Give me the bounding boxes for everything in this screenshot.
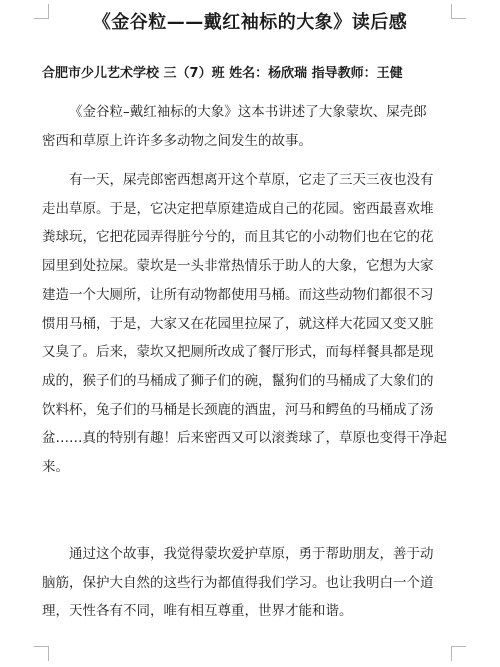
paragraph-story bbox=[42, 166, 452, 482]
paragraph-line: 走出草原。于是，它决定把草原建造成自己的花园。密西最喜欢堆 bbox=[42, 200, 434, 217]
page-corner-mark-bottom-left bbox=[34, 646, 49, 661]
paragraph-line: 有一天，屎壳郎密西想离开这个草原，它走了三天三夜也没有 bbox=[69, 172, 434, 188]
author-byline: 合肥市少儿艺术学校 三（7）班 姓名：杨欣瑞 指导教师：王健 bbox=[42, 66, 403, 81]
paragraph-line: 饮料杯，兔子们的马桶是长颈鹿的酒盅，河马和鳄鱼的马桶成了汤 bbox=[42, 401, 434, 418]
page-corner-mark-bottom-right bbox=[451, 646, 466, 661]
paragraph-line: 《金谷粒–戴红袖标的大象》这本书讲述了大象蒙坎、屎壳郎 bbox=[69, 104, 427, 120]
paragraph-line: 惯用马桶，于是，大家又在花园里拉屎了，就这样大花园又变又脏 bbox=[42, 315, 434, 332]
paragraph-conclusion bbox=[42, 540, 452, 626]
paragraph-line: 园里到处拉屎。蒙坎是一头非常热情乐于助人的大象，它想为大家 bbox=[42, 258, 434, 275]
document-title: 《金谷粒——戴红袖标的大象》读后感 bbox=[92, 12, 408, 33]
paragraph-line: 脑筋，保护大自然的这些行为都值得我们学习。也让我明白一个道 bbox=[42, 574, 434, 591]
paragraph-line: 又臭了。后来，蒙坎又把厕所改成了餐厅形式，而每样餐具都是现 bbox=[42, 344, 434, 361]
paragraph-line: 通过这个故事，我觉得蒙坎爱护草原，勇于帮助朋友，善于动 bbox=[69, 546, 434, 562]
paragraph-line: 密西和草原上许许多多动物之间发生的故事。 bbox=[42, 132, 312, 149]
paragraph-line: 盆……真的特别有趣！后来密西又可以滚粪球了，草原也变得干净起 bbox=[42, 430, 447, 447]
paragraph-intro bbox=[42, 98, 452, 155]
paragraph-line: 来。 bbox=[42, 459, 69, 476]
paragraph-line: 理，天性各有不同，唯有相互尊重，世界才能和谐。 bbox=[42, 603, 353, 620]
paragraph-line: 粪球玩，它把花园弄得脏兮兮的，而且其它的小动物们也在它的花 bbox=[42, 229, 434, 246]
paragraph-line: 成的，猴子们的马桶成了狮子们的碗，鬣狗们的马桶成了大象们的 bbox=[42, 372, 434, 389]
paragraph-line: 建造一个大厕所，让所有动物都使用马桶。而这些动物们都很不习 bbox=[42, 286, 434, 303]
